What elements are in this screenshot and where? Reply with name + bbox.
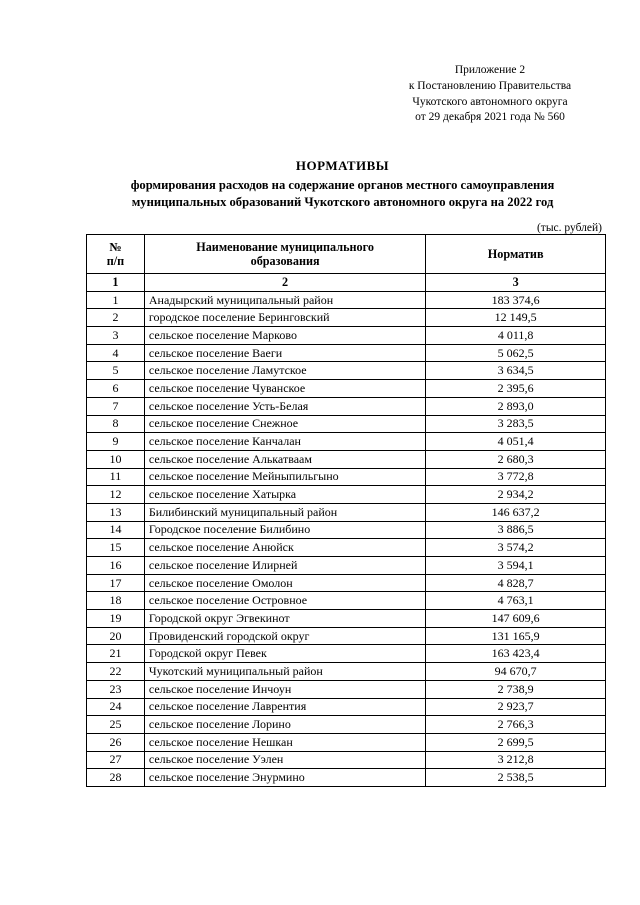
- table-row: [87, 433, 606, 451]
- appendix-line: от 29 декабря 2021 года № 560: [415, 111, 565, 124]
- norm-value: 5 062,5: [426, 344, 606, 362]
- row-number: 18: [87, 592, 145, 610]
- municipality-name: сельское поселение Анюйск: [144, 539, 425, 557]
- municipality-name: сельское поселение Мейныпильгыно: [144, 468, 425, 486]
- norm-value: 2 738,9: [426, 680, 606, 698]
- table-row: [87, 486, 606, 504]
- table-row: [87, 521, 606, 539]
- row-number: 13: [87, 503, 145, 521]
- row-number: 1: [87, 291, 145, 309]
- row-number: 16: [87, 557, 145, 575]
- norms-table: [86, 234, 606, 787]
- table-row: [87, 627, 606, 645]
- norm-value: 2 680,3: [426, 450, 606, 468]
- municipality-name: Билибинский муниципальный район: [144, 503, 425, 521]
- column-number: 1: [87, 274, 145, 292]
- municipality-name: сельское поселение Уэлен: [144, 751, 425, 769]
- municipality-name: сельское поселение Омолон: [144, 574, 425, 592]
- table-header-row: [87, 235, 606, 274]
- header-number: [87, 235, 145, 274]
- appendix-line: Приложение 2: [454, 64, 526, 76]
- municipality-name: сельское поселение Хатырка: [144, 486, 425, 504]
- norm-value: 3 212,8: [426, 751, 606, 769]
- subtitle-line: муниципальных образований Чукотского автономного округа на 2022 год: [131, 195, 554, 209]
- row-number: 21: [87, 645, 145, 663]
- table-row: [87, 751, 606, 769]
- norm-value: 2 766,3: [426, 716, 606, 734]
- document-title: НОРМАТИВЫ: [295, 158, 390, 173]
- norm-value: 3 772,8: [426, 468, 606, 486]
- norm-value: 146 637,2: [426, 503, 606, 521]
- header-number-line: п/п: [106, 254, 125, 268]
- row-number: 8: [87, 415, 145, 433]
- municipality-name: Анадырский муниципальный район: [144, 291, 425, 309]
- row-number: 24: [87, 698, 145, 716]
- municipality-name: Городское поселение Билибино: [144, 521, 425, 539]
- row-number: 27: [87, 751, 145, 769]
- norm-value: 2 923,7: [426, 698, 606, 716]
- norm-value: 4 763,1: [426, 592, 606, 610]
- header-name-line: Наименование муниципального: [196, 240, 374, 254]
- municipality-name: сельское поселение Алькатваам: [144, 450, 425, 468]
- municipality-name: сельское поселение Чуванское: [144, 380, 425, 398]
- appendix-block: [360, 63, 620, 126]
- municipality-name: сельское поселение Инчоун: [144, 680, 425, 698]
- norm-value: 2 893,0: [426, 397, 606, 415]
- norm-value: 4 828,7: [426, 574, 606, 592]
- norm-value: 131 165,9: [426, 627, 606, 645]
- norm-value: 163 423,4: [426, 645, 606, 663]
- norm-value: 3 594,1: [426, 557, 606, 575]
- row-number: 20: [87, 627, 145, 645]
- table-row: [87, 769, 606, 787]
- row-number: 4: [87, 344, 145, 362]
- table-row: [87, 344, 606, 362]
- appendix-line: Чукотского автономного округа: [412, 95, 568, 108]
- column-number: 3: [426, 274, 606, 292]
- municipality-name: сельское поселение Марково: [144, 327, 425, 345]
- norm-value: 4 051,4: [426, 433, 606, 451]
- norm-value: 12 149,5: [426, 309, 606, 327]
- table-row: [87, 716, 606, 734]
- norm-value: 2 538,5: [426, 769, 606, 787]
- table-row: [87, 450, 606, 468]
- municipality-name: Городской округ Певек: [144, 645, 425, 663]
- row-number: 10: [87, 450, 145, 468]
- appendix-line: к Постановлению Правительства: [408, 79, 572, 92]
- table-row: [87, 680, 606, 698]
- row-number: 2: [87, 309, 145, 327]
- table-row: [87, 574, 606, 592]
- norm-value: 2 934,2: [426, 486, 606, 504]
- municipality-name: сельское поселение Энурмино: [144, 769, 425, 787]
- row-number: 28: [87, 769, 145, 787]
- norm-value: 94 670,7: [426, 663, 606, 681]
- table-row: [87, 610, 606, 628]
- table-row: [87, 733, 606, 751]
- municipality-name: сельское поселение Канчалан: [144, 433, 425, 451]
- norm-value: 3 634,5: [426, 362, 606, 380]
- row-number: 23: [87, 680, 145, 698]
- row-number: 26: [87, 733, 145, 751]
- municipality-name: сельское поселение Ваеги: [144, 344, 425, 362]
- row-number: 19: [87, 610, 145, 628]
- table-row: [87, 645, 606, 663]
- norm-value: 2 699,5: [426, 733, 606, 751]
- row-number: 7: [87, 397, 145, 415]
- subtitle-line: формирования расходов на содержание органов местного самоуправления: [130, 178, 555, 192]
- municipality-name: сельское поселение Илирней: [144, 557, 425, 575]
- table-row: [87, 468, 606, 486]
- norm-value: 147 609,6: [426, 610, 606, 628]
- municipality-name: сельское поселение Снежное: [144, 415, 425, 433]
- municipality-name: сельское поселение Нешкан: [144, 733, 425, 751]
- municipality-name: сельское поселение Усть-Белая: [144, 397, 425, 415]
- table-row: [87, 291, 606, 309]
- norm-value: 2 395,6: [426, 380, 606, 398]
- table-row: [87, 592, 606, 610]
- table-row: [87, 539, 606, 557]
- table-row: [87, 309, 606, 327]
- table-row: [87, 503, 606, 521]
- table-row: [87, 698, 606, 716]
- header-number-line: №: [109, 240, 122, 254]
- table-row: [87, 362, 606, 380]
- municipality-name: сельское поселение Лорино: [144, 716, 425, 734]
- column-number-row: [87, 274, 606, 292]
- row-number: 9: [87, 433, 145, 451]
- table-row: [87, 327, 606, 345]
- row-number: 25: [87, 716, 145, 734]
- row-number: 3: [87, 327, 145, 345]
- column-number: 2: [144, 274, 425, 292]
- row-number: 11: [87, 468, 145, 486]
- municipality-name: сельское поселение Лаврентия: [144, 698, 425, 716]
- norm-value: 3 283,5: [426, 415, 606, 433]
- municipality-name: Городской округ Эгвекинот: [144, 610, 425, 628]
- row-number: 17: [87, 574, 145, 592]
- row-number: 15: [87, 539, 145, 557]
- table-row: [87, 415, 606, 433]
- municipality-name: сельское поселение Островное: [144, 592, 425, 610]
- table-row: [87, 557, 606, 575]
- municipality-name: сельское поселение Ламутское: [144, 362, 425, 380]
- norm-value: 4 011,8: [426, 327, 606, 345]
- row-number: 12: [87, 486, 145, 504]
- row-number: 14: [87, 521, 145, 539]
- row-number: 6: [87, 380, 145, 398]
- row-number: 5: [87, 362, 145, 380]
- document-subtitle: [80, 177, 605, 211]
- norm-value: 183 374,6: [426, 291, 606, 309]
- units-note: (тыс. рублей): [536, 222, 602, 234]
- norm-value: 3 886,5: [426, 521, 606, 539]
- municipality-name: Чукотский муниципальный район: [144, 663, 425, 681]
- table-row: [87, 397, 606, 415]
- table-row: [87, 380, 606, 398]
- header-name-line: образования: [250, 254, 320, 268]
- norm-value: 3 574,2: [426, 539, 606, 557]
- header-name: [144, 235, 425, 274]
- municipality-name: Провиденский городской округ: [144, 627, 425, 645]
- header-norm: Норматив: [426, 235, 606, 274]
- row-number: 22: [87, 663, 145, 681]
- table-row: [87, 663, 606, 681]
- municipality-name: городское поселение Беринговский: [144, 309, 425, 327]
